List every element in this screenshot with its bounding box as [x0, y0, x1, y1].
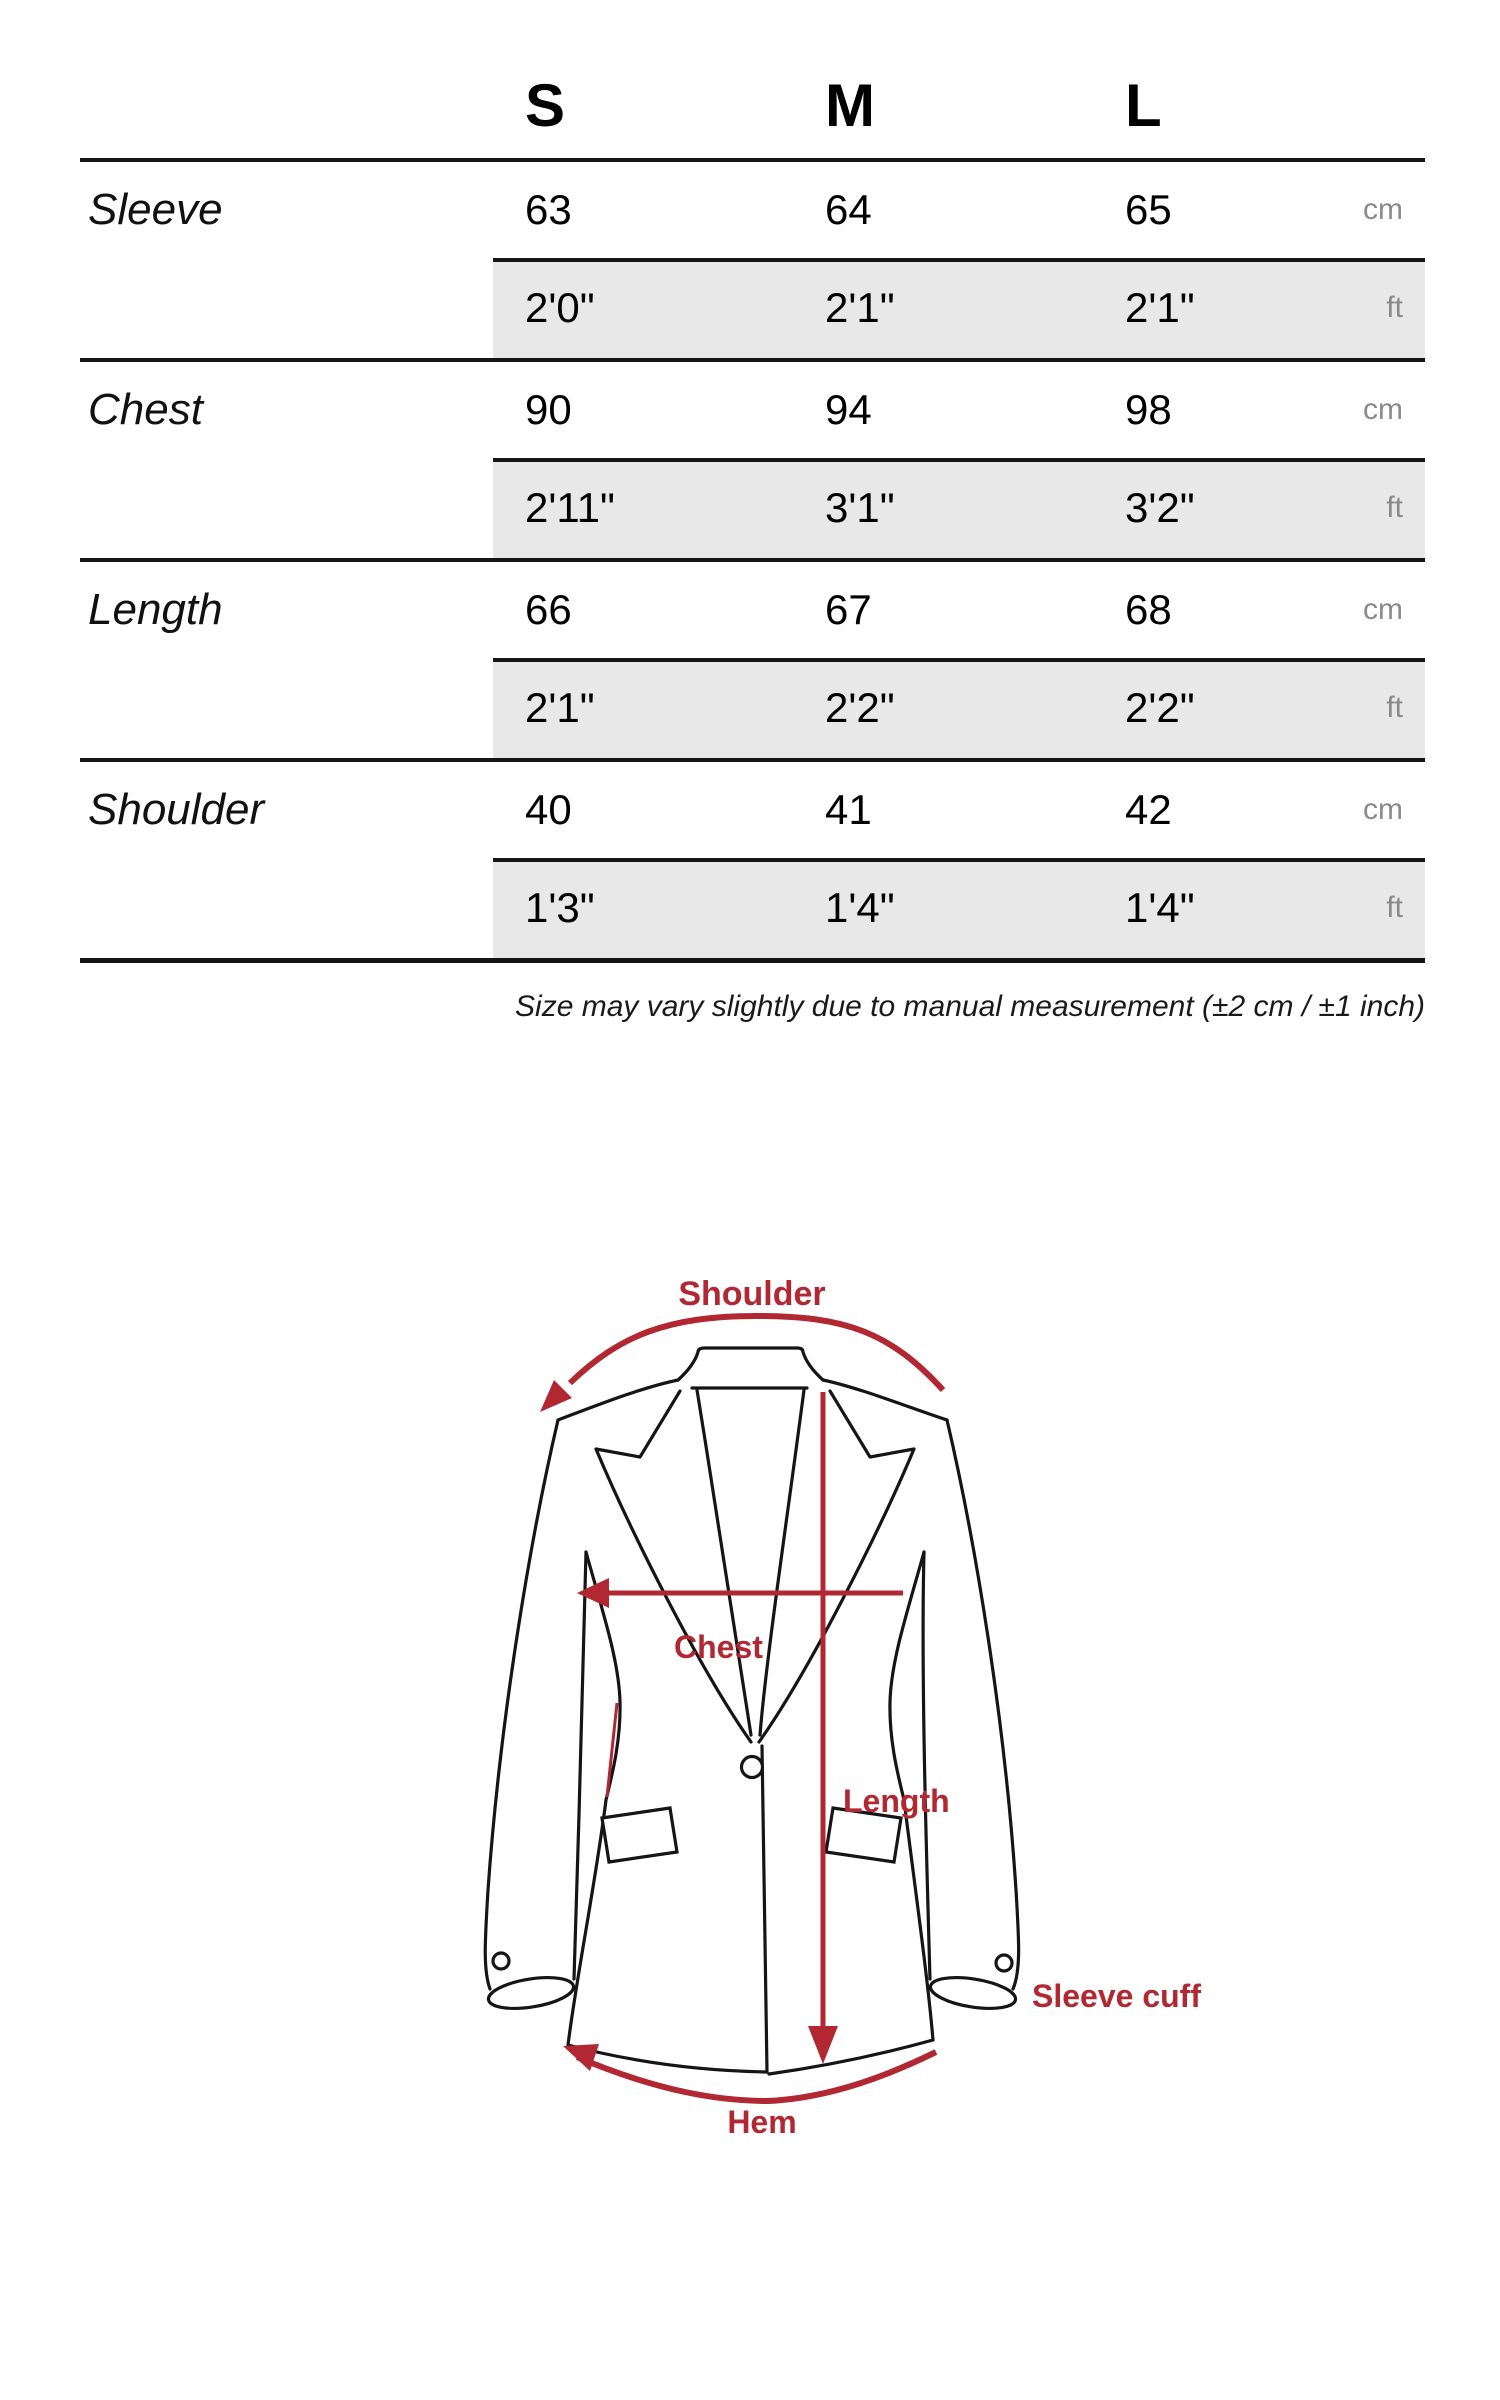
collar	[678, 1348, 823, 1380]
ft-row-band	[493, 858, 1425, 958]
ft-row-band	[493, 258, 1425, 358]
length-arrowhead-icon	[808, 2026, 838, 2064]
unit-ft: ft	[1386, 891, 1403, 924]
row-label: Sleeve	[88, 185, 223, 234]
front-button	[742, 1757, 763, 1778]
ft-value: 2'1"	[525, 684, 595, 731]
size-table-header	[80, 0, 1425, 158]
unit-cm: cm	[1363, 393, 1403, 426]
length-label: Length	[843, 1783, 950, 1819]
ft-value: 1'4"	[1125, 884, 1195, 931]
measurement-note: Size may vary slightly due to manual measurement (±2 cm / ±1 inch)	[515, 990, 1425, 1023]
cm-row	[80, 762, 1425, 858]
ft-value: 2'2"	[1125, 684, 1195, 731]
blazer-measurement-diagram	[0, 1240, 1500, 2400]
ft-value: 1'3"	[525, 884, 595, 931]
size-header-l: L	[1125, 72, 1162, 139]
ft-row-band	[493, 658, 1425, 758]
left-shoulder-seam	[558, 1380, 678, 1420]
right-shoulder-seam	[823, 1380, 947, 1420]
cm-row	[80, 562, 1425, 658]
size-table	[80, 0, 1425, 963]
chest-label: Chest	[674, 1629, 763, 1665]
ft-row-band	[493, 458, 1425, 558]
cm-value: 66	[525, 586, 572, 633]
right-cuff	[928, 1972, 1017, 2013]
size-header-s: S	[525, 72, 566, 139]
shoulder-arc-arrow	[570, 1316, 943, 1390]
hem-label: Hem	[727, 2104, 797, 2140]
left-lapel-roll-line	[697, 1390, 751, 1735]
cm-value: 41	[825, 786, 872, 833]
table-section-chest	[80, 358, 1425, 558]
unit-cm: cm	[1363, 593, 1403, 626]
right-sleeve-inner-seam	[923, 1552, 930, 1979]
ft-row	[80, 658, 1425, 758]
right-sleeve-outline	[947, 1420, 1019, 1989]
table-section-sleeve	[80, 158, 1425, 358]
size-table-body	[80, 158, 1425, 958]
cm-value: 98	[1125, 386, 1172, 433]
ft-value: 2'1"	[1125, 284, 1195, 331]
ft-row	[80, 858, 1425, 958]
row-label: Shoulder	[88, 785, 265, 834]
cm-value: 90	[525, 386, 572, 433]
cm-value: 40	[525, 786, 572, 833]
unit-cm: cm	[1363, 193, 1403, 226]
cm-value: 68	[1125, 586, 1172, 633]
ft-row	[80, 458, 1425, 558]
left-sleeve-outline	[485, 1420, 558, 1989]
row-label: Length	[88, 585, 223, 634]
cm-value: 94	[825, 386, 872, 433]
left-pocket-flap	[602, 1808, 677, 1862]
left-sleeve-inner-seam	[574, 1552, 586, 1979]
ft-value: 2'11"	[525, 484, 615, 531]
ft-value: 2'2"	[825, 684, 895, 731]
row-label: Chest	[88, 385, 203, 434]
cm-value: 64	[825, 186, 872, 233]
sleeve-cuff-label: Sleeve cuff	[1032, 1978, 1201, 2014]
shoulder-arrowhead-icon	[540, 1380, 572, 1412]
unit-cm: cm	[1363, 793, 1403, 826]
table-section-shoulder	[80, 758, 1425, 958]
hem-line-right	[769, 2040, 933, 2074]
right-cuff-button	[996, 1955, 1012, 1971]
ft-row	[80, 258, 1425, 358]
ft-value: 2'0"	[525, 284, 595, 331]
ft-value: 1'4"	[825, 884, 895, 931]
blazer-outline	[485, 1348, 1018, 2074]
unit-ft: ft	[1386, 291, 1403, 324]
cm-value: 65	[1125, 186, 1172, 233]
unit-ft: ft	[1386, 491, 1403, 524]
cm-row	[80, 162, 1425, 258]
cm-value: 42	[1125, 786, 1172, 833]
cm-value: 63	[525, 186, 572, 233]
ft-value: 2'1"	[825, 284, 895, 331]
left-cuff	[486, 1972, 575, 2013]
size-header-m: M	[825, 72, 875, 139]
unit-ft: ft	[1386, 691, 1403, 724]
cm-value: 67	[825, 586, 872, 633]
front-edge	[762, 1746, 767, 2072]
measurement-annotations	[540, 1275, 1201, 2140]
ft-value: 3'2"	[1125, 484, 1195, 531]
shoulder-label: Shoulder	[678, 1275, 826, 1313]
table-section-length	[80, 558, 1425, 758]
cm-row	[80, 362, 1425, 458]
ft-value: 3'1"	[825, 484, 895, 531]
left-cuff-button	[493, 1953, 509, 1969]
